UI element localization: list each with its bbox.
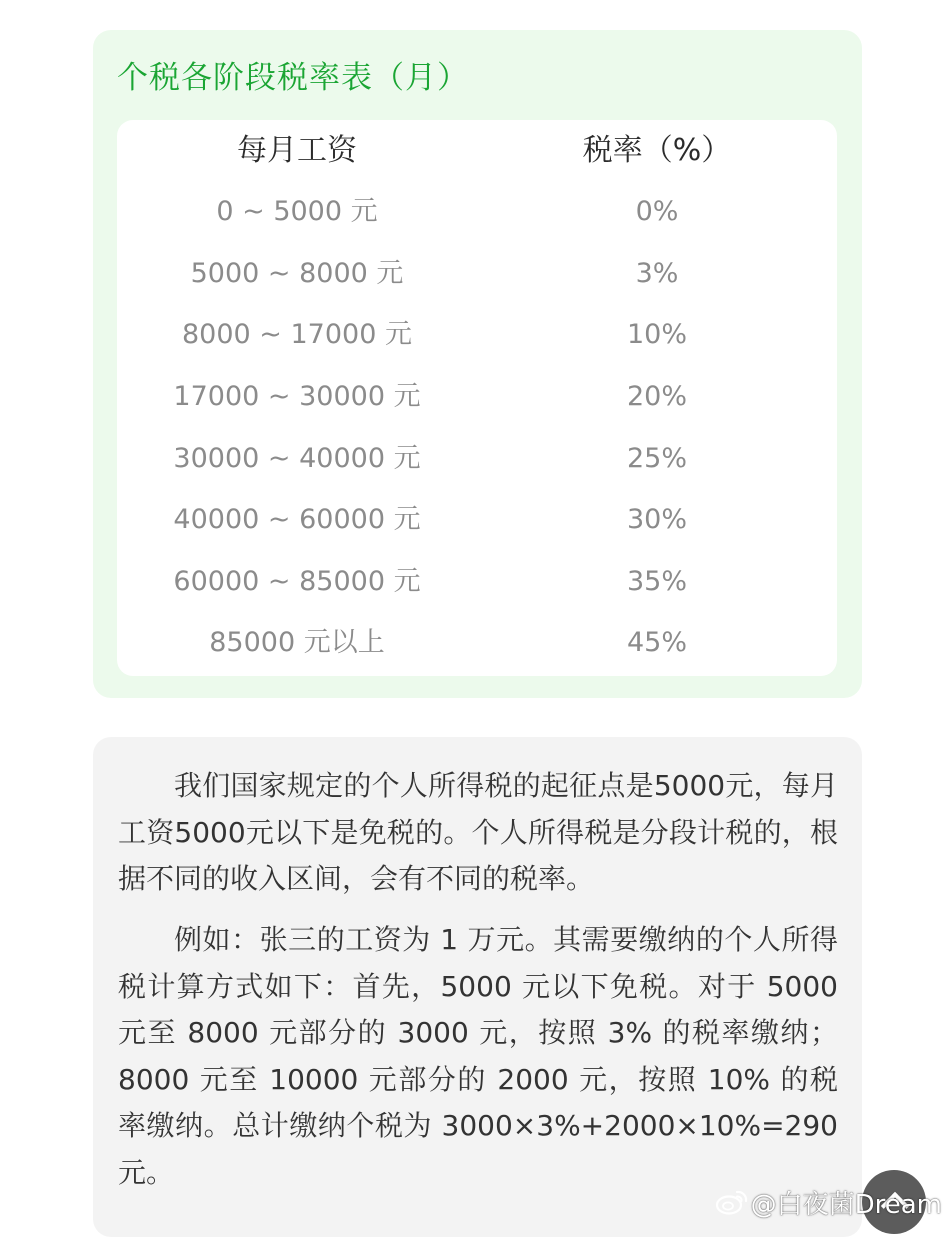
weibo-icon <box>715 1188 749 1216</box>
table-row <box>117 559 837 605</box>
tax-rate-cell: 20% <box>626 381 687 412</box>
tax-rate-cell: 45% <box>626 627 687 658</box>
salary-range-cell: 85000 元以上 <box>209 627 385 658</box>
table-row <box>117 374 837 420</box>
tax-rate-cell: 3% <box>635 258 679 289</box>
table-row <box>117 251 837 297</box>
tax-rate-cell: 10% <box>626 319 687 350</box>
example-paragraph: 例如：张三的工资为 1 万元。其需要缴纳的个人所得税计算方式如下：首先，5000 元以下免税。对于 5000 元至 8000 元部分的 3000 元，按照 3% 的税率缴纳；8000 元至 10000 元部分的 2000 元，按照 10% 的税率缴纳。总计缴纳个税为 3000×3%+2000×10%=290 元。 <box>118 923 838 1189</box>
tax-explanation-card <box>93 737 862 1237</box>
watermark-text: @白夜菌Dream <box>750 1189 942 1220</box>
tax-rate-card <box>93 30 862 698</box>
header-tax-rate: 税率（%） <box>582 133 732 168</box>
salary-range-cell: 5000 ~ 8000 元 <box>190 258 404 289</box>
table-header-row <box>117 128 837 174</box>
salary-range-cell: 17000 ~ 30000 元 <box>173 381 421 412</box>
table-row <box>117 620 837 666</box>
salary-range-cell: 8000 ~ 17000 元 <box>182 319 412 350</box>
tax-rate-cell: 35% <box>626 566 687 597</box>
tax-rate-cell: 0% <box>635 196 679 227</box>
salary-range-cell: 60000 ~ 85000 元 <box>173 566 421 597</box>
table-row <box>117 436 837 482</box>
explanation-paragraph: 我们国家规定的个人所得税的起征点是5000元，每月工资5000元以下是免税的。个人所得税是分段计税的，根据不同的收入区间，会有不同的税率。 <box>118 769 838 895</box>
salary-range-cell: 30000 ~ 40000 元 <box>173 443 421 474</box>
tax-rate-cell: 25% <box>626 443 687 474</box>
table-row <box>117 189 837 235</box>
salary-range-cell: 0 ~ 5000 元 <box>216 196 378 227</box>
table-row <box>117 497 837 543</box>
tax-table-title: 个税各阶段税率表（月） <box>117 60 469 96</box>
tax-rate-table <box>117 120 837 676</box>
salary-range-cell: 40000 ~ 60000 元 <box>173 504 421 535</box>
weibo-watermark <box>715 1184 942 1220</box>
header-monthly-salary: 每月工资 <box>237 133 357 168</box>
table-row <box>117 312 837 358</box>
tax-rate-cell: 30% <box>626 504 687 535</box>
